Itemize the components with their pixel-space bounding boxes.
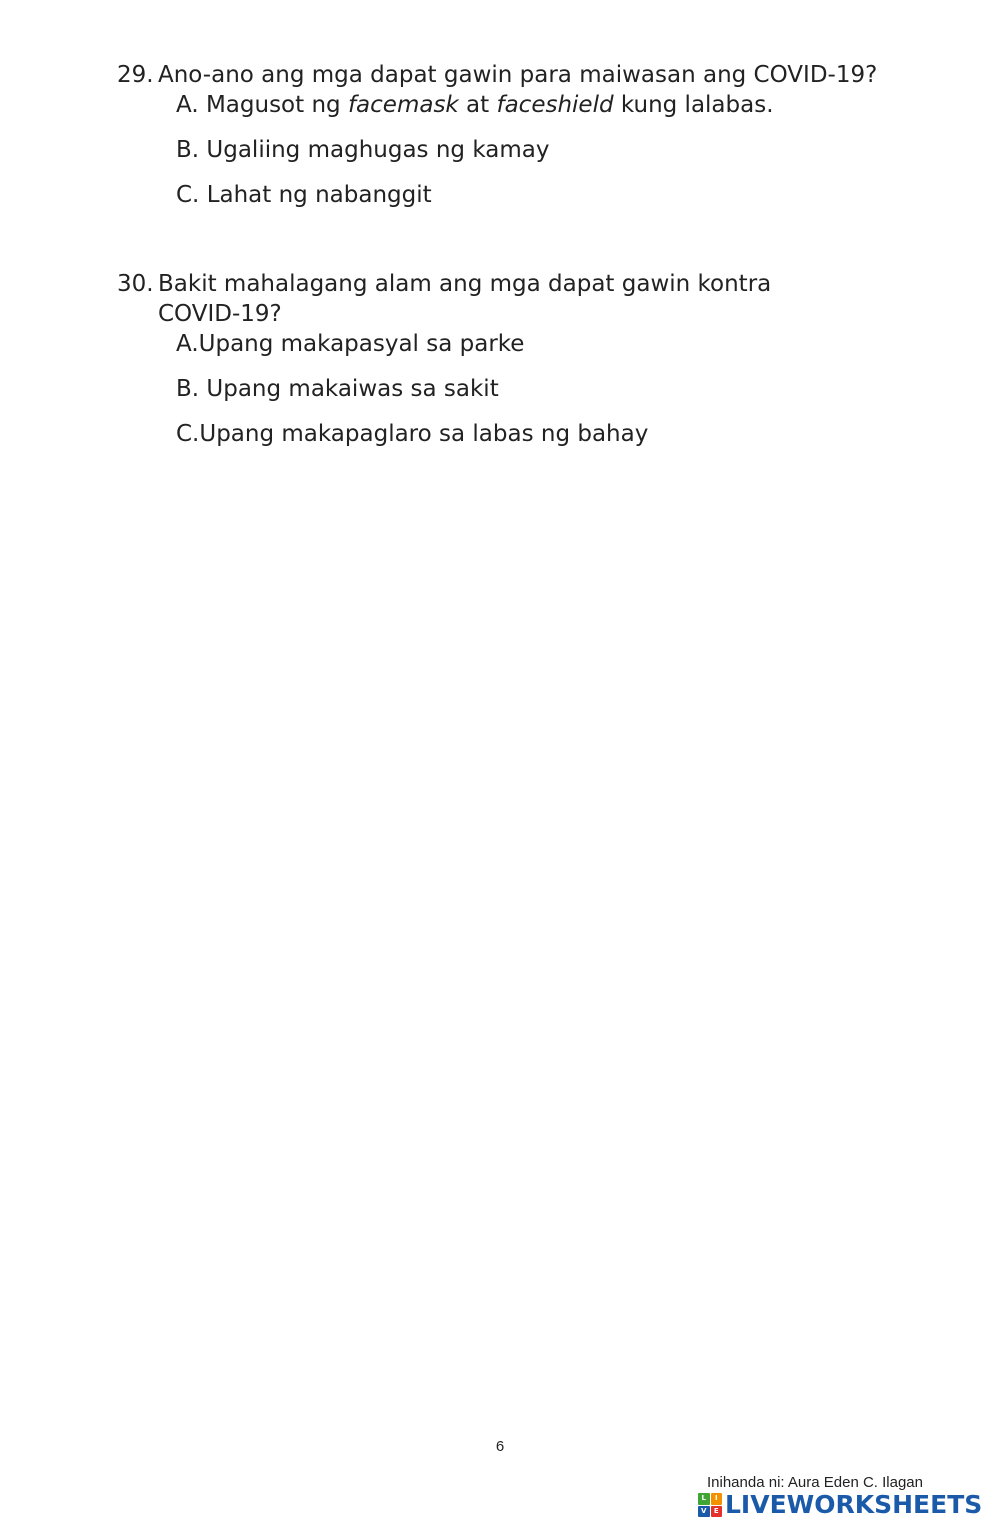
option-b[interactable] [176, 374, 957, 404]
author-credit: Inihanda ni: Aura Eden C. Ilagan [707, 1474, 923, 1491]
option-letter: A. [176, 92, 206, 118]
logo-cell: L [698, 1493, 710, 1505]
liveworksheets-logo-icon [698, 1493, 722, 1517]
option-a[interactable] [176, 90, 957, 120]
option-text: Magusot ng facemask at faceshield kung lalabas. [205, 92, 774, 118]
question-30-options [176, 329, 957, 449]
option-letter: B. [176, 137, 207, 163]
liveworksheets-brand[interactable] [698, 1490, 982, 1520]
option-a[interactable] [176, 329, 957, 359]
page-number: 6 [495, 1438, 505, 1455]
question-29 [117, 60, 957, 210]
option-letter: A. [176, 331, 199, 357]
option-text: Lahat ng nabanggit [206, 182, 432, 208]
question-29-options [176, 90, 957, 210]
emphasis-term: faceshield [496, 92, 614, 118]
question-text: Ano-ano ang mga dapat gawin para maiwasan ang COVID-19? [158, 62, 878, 88]
emphasis-term: facemask [347, 92, 459, 118]
question-text: Bakit mahalagang alam ang mga dapat gawin kontra COVID-19? [158, 271, 772, 327]
question-30-prompt [117, 269, 957, 329]
brand-name: LIVEWORKSHEETS [725, 1490, 983, 1519]
logo-cell: I [711, 1493, 723, 1505]
option-letter: B. [176, 376, 207, 402]
option-c[interactable] [176, 419, 957, 449]
logo-cell: E [711, 1506, 723, 1518]
option-b[interactable] [176, 135, 957, 165]
option-letter: C. [176, 421, 200, 447]
option-text: Upang makaiwas sa sakit [206, 376, 499, 402]
question-29-prompt [117, 60, 957, 90]
logo-cell: V [698, 1506, 710, 1518]
question-30 [117, 269, 957, 449]
question-number: 30. [117, 271, 154, 297]
option-text: Ugaliing maghugas ng kamay [206, 137, 550, 163]
option-text: Upang makapasyal sa parke [198, 331, 525, 357]
option-letter: C. [176, 182, 207, 208]
question-number: 29. [117, 62, 154, 88]
option-text: Upang makapaglaro sa labas ng bahay [199, 421, 649, 447]
option-c[interactable] [176, 180, 957, 210]
